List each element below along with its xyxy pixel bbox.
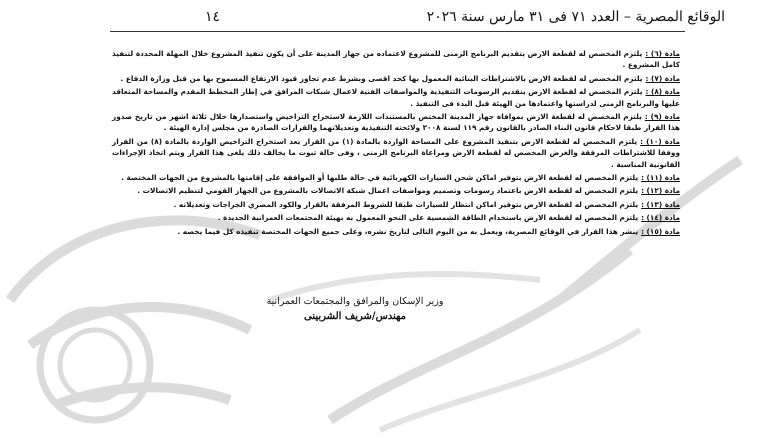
- article-text: يلتزم المخصص له لقطعة الارض بموافاة جهاز المدينة المختص بالمستندات اللازمة لاستخراج التراخيص واستصدارها خلال ثلاثة اشهر من تاريخ صدور هذا القرار طبقا لاحكام قانون البناء الصادر بالقانون رقم ١١٩ لسنة ٢٠٠٨ ولائحته التنفيذية وتعديلاتهما والقرارات الصادرة من مجلس إدارة الهيئة .: [112, 112, 680, 133]
- article-text: يلتزم المخصص له لقطعة الارض بتوفير اماكن انتظار للسيارات طبقا للشروط المرفقة بالقرار والكود المصري الجراجات وتعديلاته .: [173, 199, 639, 209]
- article: [112, 48, 680, 71]
- article-label: مادة (١٥) :: [641, 226, 680, 236]
- articles-list: [112, 48, 680, 239]
- article-text: يلتزم المخصص له لقطعة الارض بالاشتراطات البنائية المعمول بها كحد اقصى وبشرط عدم تجاوز قيود الارتفاع المسموح بها من قبل وزارة الدفاع .: [120, 73, 643, 83]
- article: [112, 73, 680, 84]
- article: [112, 199, 680, 210]
- page-number: ١٤: [205, 9, 221, 25]
- article-text: يلتزم المخصص له لقطعة الارض بتنفيذ المشروع على المساحة الواردة بالمادة (١) من القرار بعد استخراج التراخيص الواردة بالمادة (٨) من القرار ووفقا للاشتراطات المرفقة والغرض المخصص له لقطعة الارض ومراعاة البرنامج الزمنى ، وفى حالة ثبوت ما يخالف ذلك يلغى هذا القرار ويتم اتخاذ الإجراءات القانونية المناسبة .: [112, 136, 680, 169]
- article-text: ينشر هذا القرار في الوقائع المصرية، ويعمل به من اليوم التالى لتاريخ نشره، وعلى جميع الجهات المختصة تنفيذه كل فيما يخصه .: [177, 226, 639, 236]
- article: [112, 136, 680, 170]
- article: [112, 86, 680, 109]
- article: [112, 185, 680, 196]
- header-divider: [110, 31, 685, 32]
- page-header: [205, 6, 725, 28]
- article: [112, 111, 680, 134]
- article-text: يلتزم المخصص له لقطعة الارض باستخدام الطاقة الشمسية على النحو المعمول به بهيئة المجتمعات العمرانية الجديدة .: [217, 213, 639, 223]
- article: [112, 212, 680, 223]
- article-text: يلتزم المخصص له لقطعة الارض باعتماد رسومات وتصميم ومواصفات اعمال شبكة الاتصالات بالمشروع من الجهاز القومي لتنظيم الاتصالات .: [137, 186, 639, 196]
- article-label: مادة (٩) :: [644, 112, 680, 122]
- article: [112, 226, 680, 237]
- article: [112, 172, 680, 183]
- article-label: مادة (٦) :: [645, 49, 681, 58]
- header-publication: الوقائع المصرية – العدد ٧١ فى ٣١ مارس سنة ٢٠٢٦: [426, 9, 725, 25]
- article-label: مادة (١١) :: [641, 173, 680, 183]
- article-text: يلتزم المخصص له لقطعة الارض بتوفير اماكن شحن السيارات الكهربائية في حالة طلبها أو الموافقة على إقامتها بالمشروع من الجهات المختصة .: [121, 173, 639, 183]
- article-label: مادة (١٠) :: [640, 136, 680, 146]
- article-label: مادة (١٤) :: [641, 213, 680, 223]
- article-label: مادة (١٣) :: [641, 199, 680, 209]
- signature-name: مهندس/شريف الشربينى: [303, 311, 407, 322]
- article-label: مادة (٧) :: [645, 73, 680, 83]
- article-text: يلتزم المخصص له لقطعة الارض بتقديم الرسومات التنفيذية والمواصفات الفنية لاعمال شبكات المرافق في إطار المخطط المقدم والمساحة المتعاقد عليها والبرنامج الزمنى لدراستها واعتمادها من الهيئة قبل البدء فى التنفيذ .: [112, 87, 680, 108]
- signature-title: وزير الإسكان والمرافق والمجتمعات العمرانية: [266, 296, 444, 307]
- article-label: مادة (٨) :: [645, 87, 681, 97]
- article-label: مادة (١٢) :: [641, 186, 680, 196]
- article-text: يلتزم المخصص له لقطعة الارض بتقديم البرنامج الزمنى للمشروع لاعتماده من جهاز المدينة على أن يكون تنفيذ المشروع خلال المهلة المحددة لتنفيذ كامل المشروع .: [112, 49, 680, 70]
